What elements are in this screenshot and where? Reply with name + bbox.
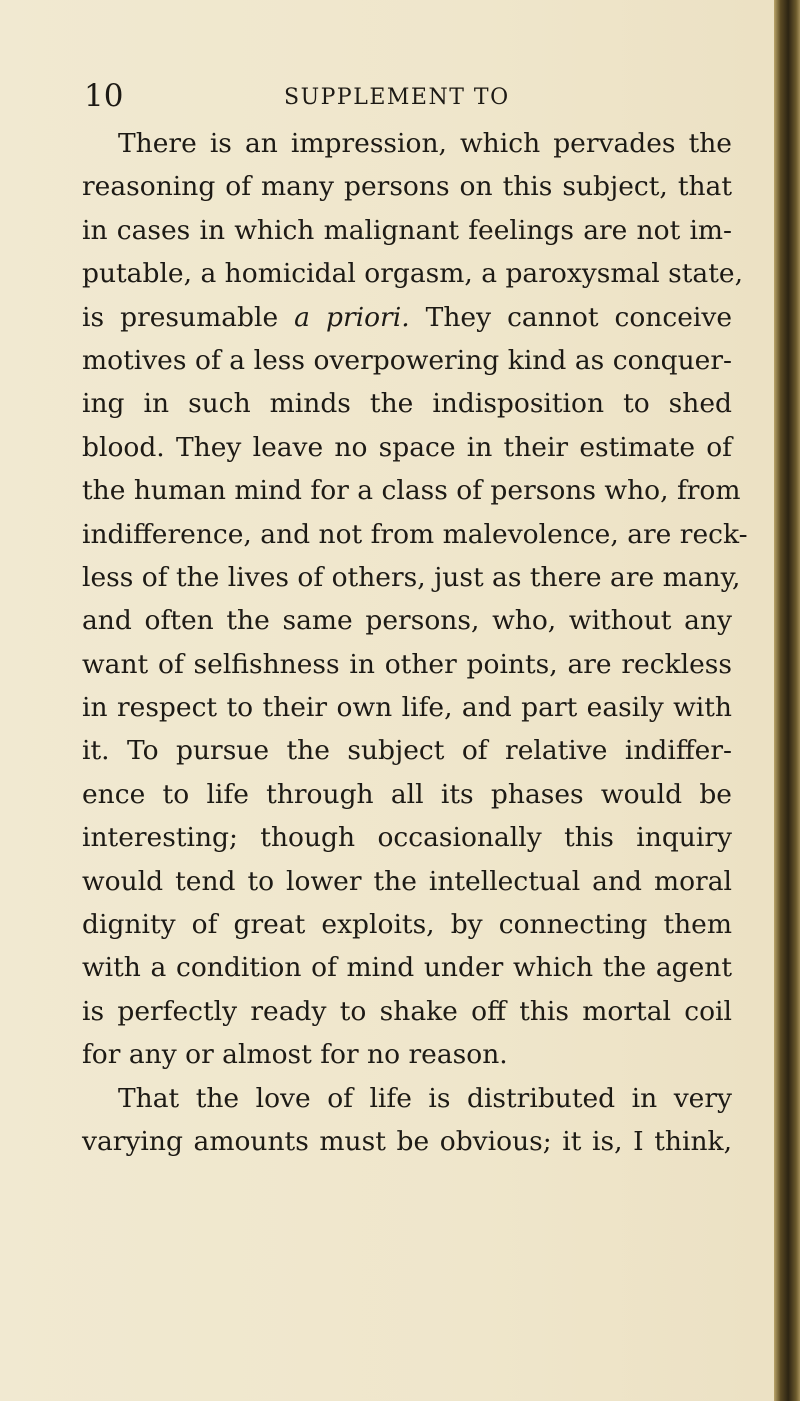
- text-line: motives of a less overpowering kind as conquer-: [82, 344, 732, 376]
- text-line: in cases in which malignant feelings are not im-: [82, 214, 732, 246]
- page-edge: [774, 0, 800, 1401]
- running-head: SUPPLEMENT TO: [284, 85, 510, 110]
- text-line: putable, a homicidal orgasm, a paroxysmal state,: [82, 258, 743, 290]
- page-number: 10: [84, 78, 124, 114]
- text-line: less of the lives of others, just as there are many,: [82, 561, 741, 593]
- text-line: with a condition of mind under which the agent: [82, 952, 732, 984]
- text-span: is presumable: [82, 301, 295, 333]
- text-line: for any or almost for no reason.: [82, 1039, 508, 1071]
- text-line: it. To pursue the subject of relative indiffer-: [82, 735, 732, 767]
- text-span: They cannot conceive: [409, 301, 733, 333]
- page-header: [84, 76, 744, 116]
- text-line: would tend to lower the intellectual and moral: [82, 865, 732, 897]
- text-line: There is an impression, which pervades the: [118, 128, 732, 159]
- italic-phrase: a priori.: [294, 301, 410, 333]
- text-line: and often the same persons, who, without any: [82, 605, 732, 637]
- text-line: interesting; though occasionally this inquiry: [82, 822, 732, 854]
- text-line: in respect to their own life, and part easily with: [82, 692, 732, 724]
- text-line: That the love of life is distributed in very: [118, 1082, 732, 1114]
- text-line: ing in such minds the indisposition to shed: [82, 388, 732, 420]
- text-line: varying amounts must be obvious; it is, I think,: [82, 1125, 732, 1157]
- text-line: is perfectly ready to shake off this mortal coil: [82, 995, 732, 1027]
- text-line: want of selfishness in other points, are reckless: [82, 648, 732, 680]
- text-line: blood. They leave no space in their estimate of: [82, 431, 732, 463]
- text-line: indifference, and not from malevolence, are reck-: [82, 518, 748, 550]
- text-line: the human mind for a class of persons who, from: [82, 475, 741, 507]
- body-text: [82, 122, 748, 1163]
- text-line: reasoning of many persons on this subject, that: [82, 171, 732, 203]
- text-line: [82, 296, 732, 339]
- text-line: ence to life through all its phases would be: [82, 778, 732, 810]
- text-line: dignity of great exploits, by connecting them: [82, 909, 732, 941]
